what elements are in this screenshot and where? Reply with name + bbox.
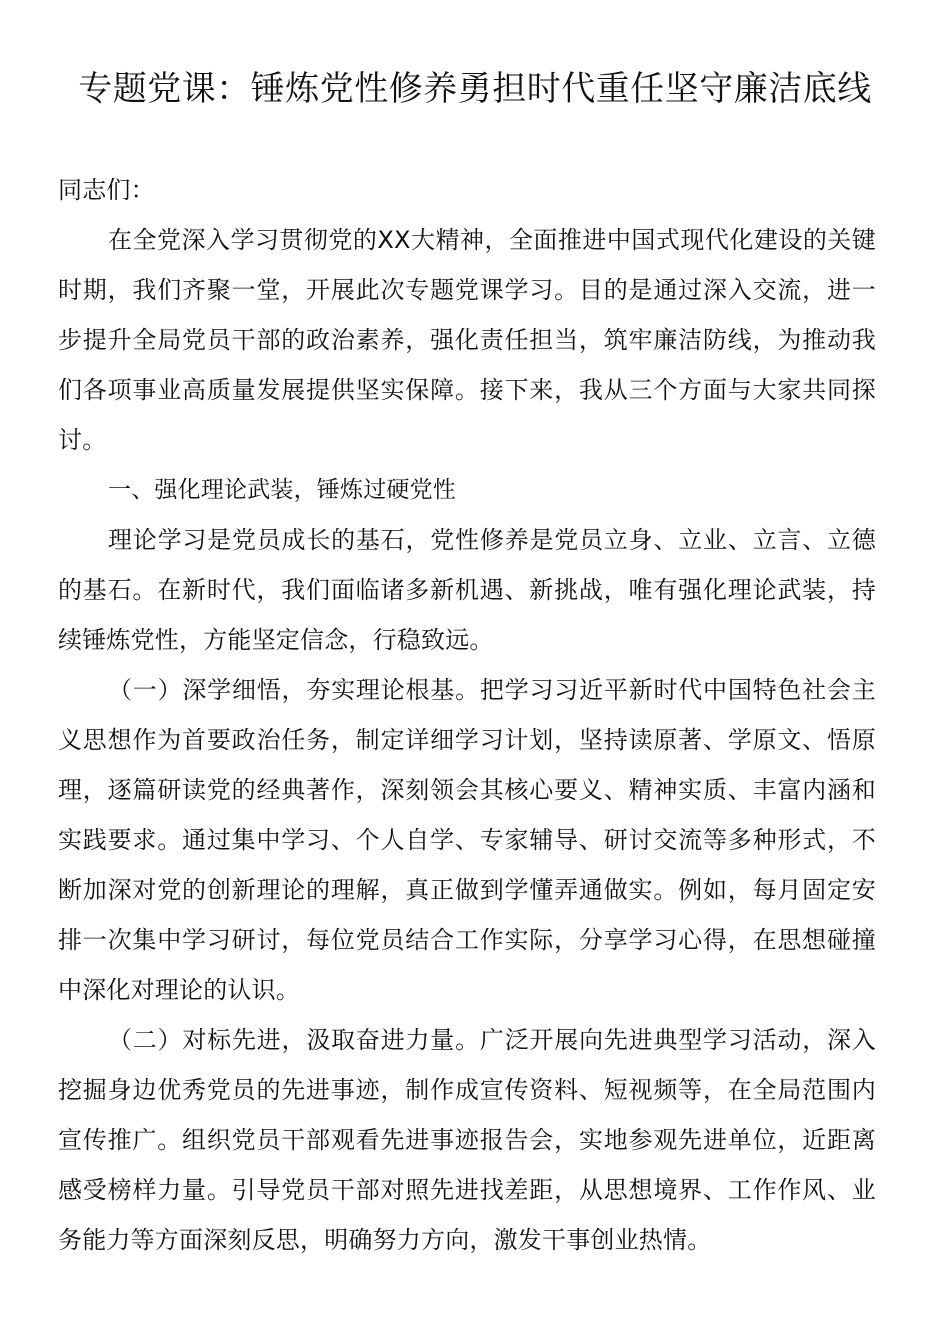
section-1-paragraph: 理论学习是党员成长的基石，党性修养是党员立身、立业、立言、立德的基石。在新时代，我们面临诸多新机遇、新挑战，唯有强化理论武装，持续锤炼党性，方能坚定信念，行稳致远。: [58, 526, 876, 654]
document-title: 专题党课：锤炼党性修养勇担时代重任坚守廉洁底线: [78, 69, 872, 109]
document-body: [58, 165, 876, 1265]
subsection-1-paragraph: （一）深学细悟，夯实理论根基。把学习习近平新时代中国特色社会主义思想作为首要政治任务，制定详细学习计划，坚持读原著、学原文、悟原理，逐篇研读党的经典著作，深刻领会其核心要义、精神实质、丰富内涵和实践要求。通过集中学习、个人自学、专家辅导、研讨交流等多种形式，不断加深对党的创新理论的理解，真正做到学懂弄通做实。例如，每月固定安排一次集中学习研讨，每位党员结合工作实际，分享学习心得，在思想碰撞中深化对理论的认识。: [58, 676, 876, 1004]
subsection-2-paragraph: （二）对标先进，汲取奋进力量。广泛开展向先进典型学习活动，深入挖掘身边优秀党员的先进事迹，制作成宣传资料、短视频等，在全局范围内宣传推广。组织党员干部观看先进事迹报告会，实地参观先进单位，近距离感受榜样力量。引导党员干部对照先进找差距，从思想境界、工作作风、业务能力等方面深刻反思，明确努力方向，激发干事创业热情。: [58, 1026, 876, 1254]
intro-paragraph: 在全党深入学习贯彻党的XX大精神，全面推进中国式现代化建设的关键时期，我们齐聚一堂，开展此次专题党课学习。目的是通过深入交流，进一步提升全局党员干部的政治素养，强化责任担当，筑牢廉洁防线，为推动我们各项事业高质量发展提供坚实保障。接下来，我从三个方面与大家共同探讨。: [58, 226, 876, 454]
section-heading-1: 一、强化理论武装，锤炼过硬党性: [108, 477, 456, 503]
salutation: 同志们：: [58, 176, 155, 204]
